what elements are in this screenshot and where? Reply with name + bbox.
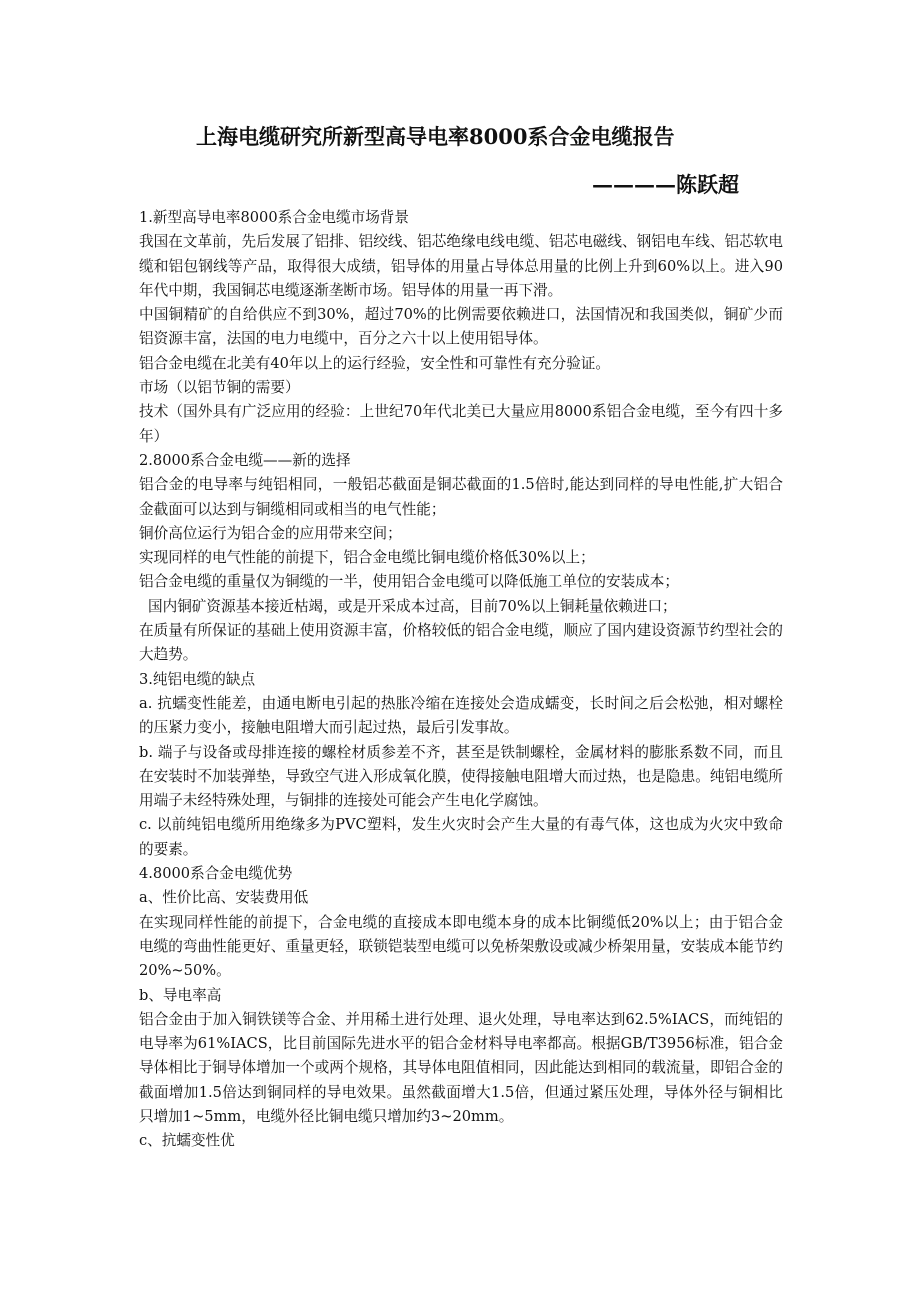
paragraph: 中国铜精矿的自给供应不到30%，超过70%的比例需要依赖进口，法国情况和我国类似，铜矿少而铝资源丰富，法国的电力电缆中，百分之六十以上使用铝导体。 — [139, 306, 783, 348]
paragraph: 市场（以铝节铜的需要） — [139, 379, 300, 397]
paragraph: 铝合金电缆在北美有40年以上的运行经验，安全性和可靠性有充分验证。 — [139, 354, 610, 372]
section-heading-1: 1.新型高导电率8000系合金电缆市场背景 — [139, 209, 409, 226]
paragraph: 铝合金的电导率与纯铝相同，一般铝芯截面是铜芯截面的1.5倍时,能达到同样的导电性能,扩大铝合金截面可以达到与铜缆相同或相当的电气性能； — [139, 476, 783, 518]
section-heading-4: 4.8000系合金电缆优势 — [139, 865, 293, 883]
subheading: a、性价比高、安装费用低 — [139, 889, 309, 907]
paragraph: 实现同样的电气性能的前提下，铝合金电缆比铜电缆价格低30%以上； — [139, 549, 595, 567]
paragraph: 铝合金电缆的重量仅为铜缆的一半，使用铝合金电缆可以降低施工单位的安装成本； — [139, 573, 679, 591]
section-heading-3: 3.纯铝电缆的缺点 — [139, 670, 256, 688]
document-title: 上海电缆研究所新型高导电率8000系合金电缆报告 — [196, 124, 675, 149]
paragraph: 技术（国外具有广泛应用的经验：上世纪70年代北美已大量应用8000系铝合金电缆，至今有四十多年） — [139, 403, 783, 445]
paragraph: 铜价高位运行为铝合金的应用带来空间； — [139, 524, 402, 542]
paragraph: 铝合金由于加入铜铁镁等合金、并用稀土进行处理、退火处理，导电率达到62.5%IACS，而纯铝的电导率为61%IACS，比目前国际先进水平的铝合金材料导电率都高。根据GB/T3956标准，铝合金导体相比于铜导体增加一个或两个规格，其导体电阻值相同，因此能达到相同的载流量，即铝合金的截面增加1.5倍达到铜同样的导电效果。虽然截面增大1.5倍，但通过紧压处理，导体外径与铜相比只增加1~5mm，电缆外径比铜电缆只增加约3~20mm。 — [139, 1010, 783, 1125]
section-heading-2: 2.8000系合金电缆——新的选择 — [139, 451, 351, 469]
list-item: a. 抗蠕变性能差，由通电断电引起的热胀冷缩在连接处会造成蠕变，长时间之后会松弛，相对螺栓的压紧力变小，接触电阻增大而引起过热，最后引发事故。 — [139, 694, 783, 737]
document-author: ————陈跃超 — [592, 172, 739, 197]
paragraph: 我国在文革前，先后发展了铝排、铝绞线、铝芯绝缘电线电缆、铝芯电磁线、钢铝电车线、铝芯软电缆和铝包钢线等产品，取得很大成绩，铝导体的用量占导体总用量的比例上升到60%以上。进入90年代中期，我国铜芯电缆逐渐垄断市场。铝导体的用量一再下滑。 — [139, 233, 783, 299]
paragraph: 在质量有所保证的基础上使用资源丰富，价格较低的铝合金电缆，顺应了国内建设资源节约型社会的大趋势。 — [139, 622, 783, 664]
document-body — [139, 206, 783, 1154]
list-item: c. 以前纯铝电缆所用绝缘多为PVC塑料，发生火灾时会产生大量的有毒气体，这也成为火灾中致命的要素。 — [139, 816, 783, 858]
paragraph: 在实现同样性能的前提下，合金电缆的直接成本即电缆本身的成本比铜缆低20%以上；由于铝合金电缆的弯曲性能更好、重量更轻，联锁铠装型电缆可以免桥架敷设或减少桥架用量，安装成本能节约20%~50%。 — [139, 913, 783, 980]
subheading: b、导电率高 — [139, 986, 222, 1004]
list-item: b. 端子与设备或母排连接的螺栓材质参差不齐，甚至是铁制螺栓，金属材料的膨胀系数不同，而且在安装时不加装弹垫，导致空气进入形成氧化膜，使得接触电阻增大而过热，也是隐患。纯铝电缆所用端子未经特殊处理，与铜排的连接处可能会产生电化学腐蚀。 — [139, 743, 783, 810]
subheading: c、抗蠕变性优 — [139, 1132, 235, 1150]
paragraph: 国内铜矿资源基本接近枯竭，或是开采成本过高，目前70%以上铜耗量依赖进口； — [148, 597, 677, 615]
